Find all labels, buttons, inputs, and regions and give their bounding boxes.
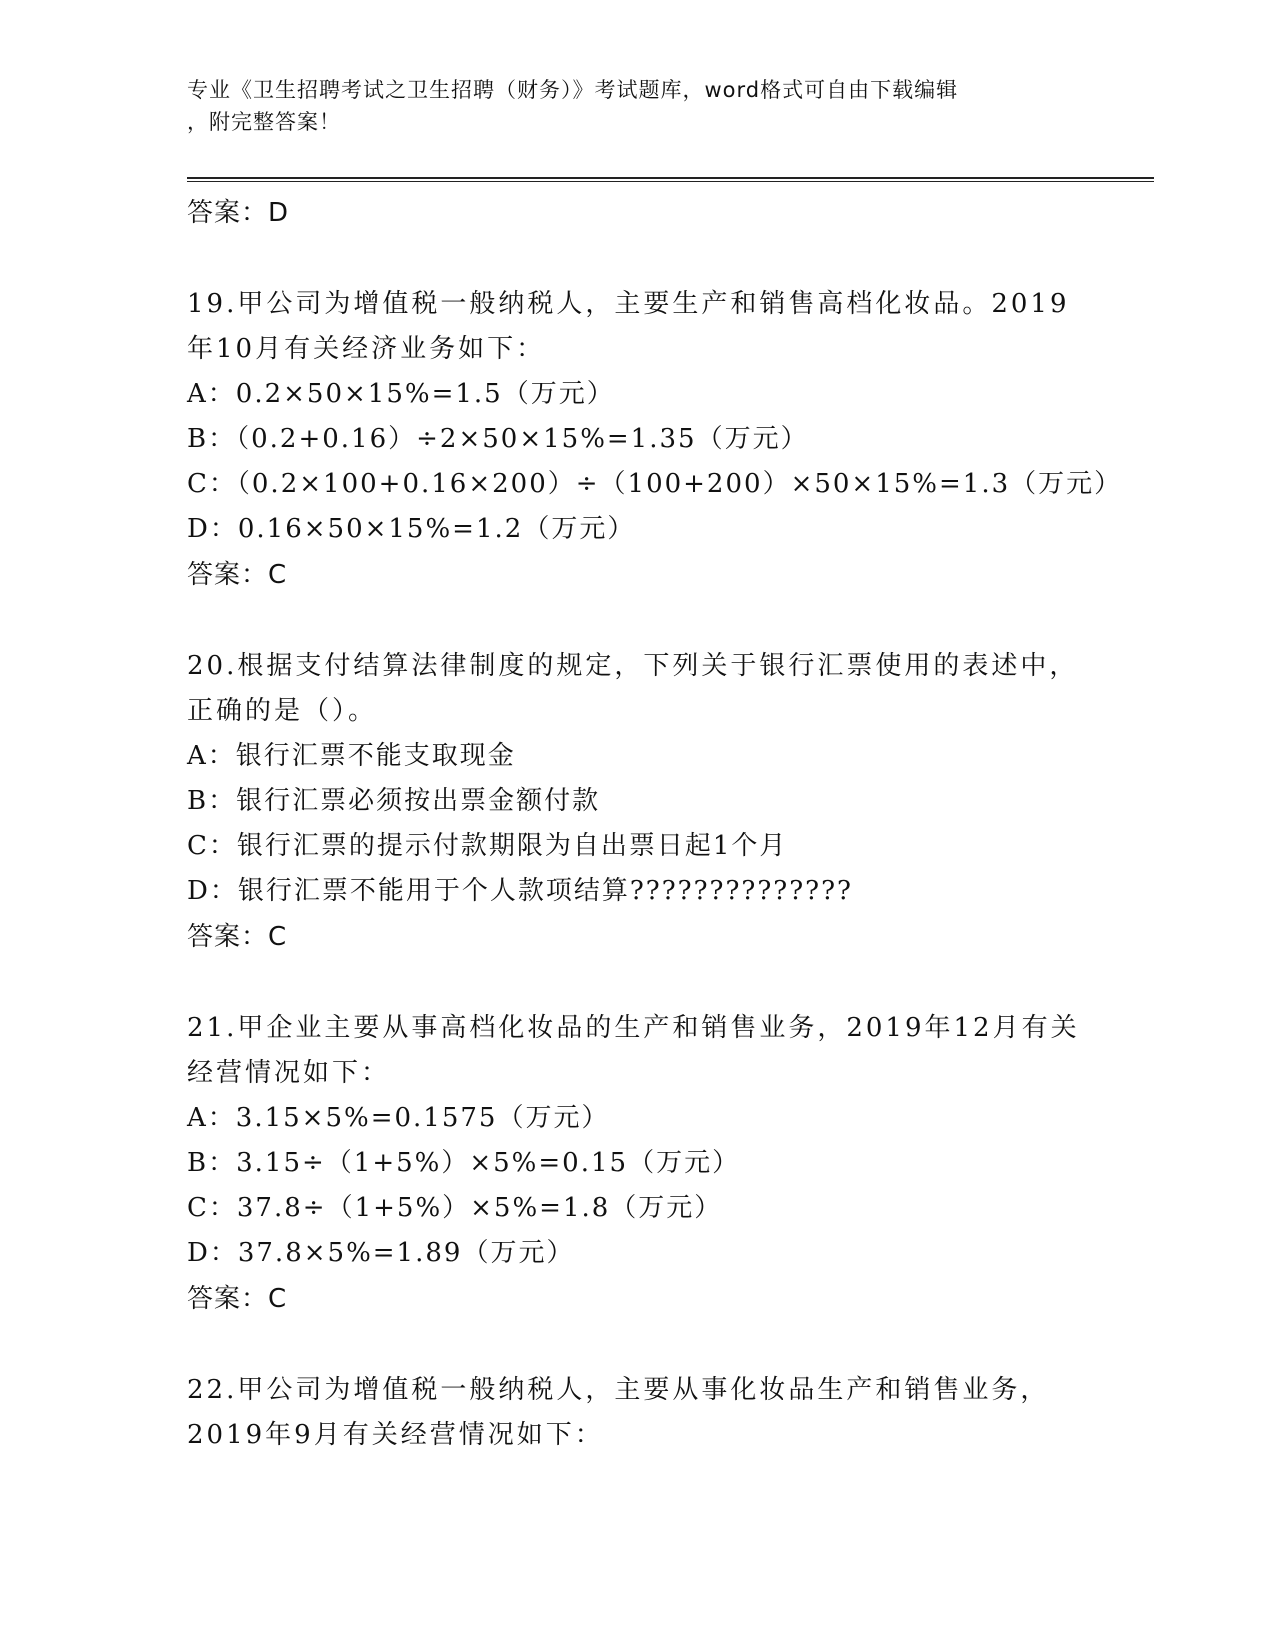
document-header — [187, 74, 1067, 138]
answer-line — [187, 1276, 1087, 1322]
question-text-line: 22.甲公司为增值税一般纳税人，主要从事化妆品生产和销售业务， — [187, 1375, 1050, 1405]
option-a: A：3.15×5%=0.1575（万元） — [187, 1103, 610, 1133]
answer-value: C — [268, 560, 288, 590]
option-d: D：37.8×5%=1.89（万元） — [187, 1238, 575, 1268]
answer-line — [187, 190, 1087, 236]
answer-label: 答案： — [187, 560, 269, 590]
document-body — [187, 190, 1123, 1458]
option-c: C：（0.2×100+0.16×200）÷（100+200）×50×15%=1.3（万元） — [187, 469, 1123, 499]
question-22 — [187, 1368, 1087, 1458]
answer-value: C — [268, 1284, 288, 1314]
header-line-1: 专业《卫生招聘考试之卫生招聘（财务）》考试题库，word格式可自由下载编辑 — [187, 78, 959, 102]
answer-value: C — [268, 922, 288, 952]
option-b: B：3.15÷（1+5%）×5%=0.15（万元） — [187, 1148, 741, 1178]
answer-label: 答案： — [187, 922, 269, 952]
question-text-line: 年10月有关经济业务如下： — [187, 334, 546, 364]
question-21 — [187, 1006, 1087, 1322]
question-text-line: 19.甲公司为增值税一般纳税人，主要生产和销售高档化妆品。2019 — [187, 289, 1070, 319]
question-text-line: 正确的是（）。 — [187, 696, 378, 726]
answer-label: 答案： — [187, 198, 269, 228]
option-c: C：银行汇票的提示付款期限为自出票日起1个月 — [187, 831, 788, 861]
answer-line — [187, 914, 1087, 960]
option-b: B：（0.2+0.16）÷2×50×15%=1.35（万元） — [187, 424, 809, 454]
option-c: C：37.8÷（1+5%）×5%=1.8（万元） — [187, 1193, 723, 1223]
option-b: B：银行汇票必须按出票金额付款 — [187, 786, 601, 816]
question-text-line: 20.根据支付结算法律制度的规定，下列关于银行汇票使用的表述中， — [187, 651, 1079, 681]
answer-line — [187, 552, 1087, 598]
question-text-line: 经营情况如下： — [187, 1058, 391, 1088]
header-divider — [187, 177, 1154, 182]
option-a: A：0.2×50×15%=1.5（万元） — [187, 379, 615, 409]
question-19 — [187, 282, 1123, 598]
question-text-line: 21.甲企业主要从事高档化妆品的生产和销售业务，2019年12月有关 — [187, 1013, 1080, 1043]
header-line-2: ，附完整答案！ — [187, 110, 341, 134]
question-20 — [187, 644, 1087, 960]
answer-label: 答案： — [187, 1284, 269, 1314]
option-d: D：银行汇票不能用于个人款项结算?????????????? — [187, 876, 853, 906]
option-a: A：银行汇票不能支取现金 — [187, 741, 516, 771]
question-text-line: 2019年9月有关经营情况如下： — [187, 1420, 604, 1450]
option-d: D：0.16×50×15%=1.2（万元） — [187, 514, 636, 544]
answer-value: D — [268, 198, 290, 228]
